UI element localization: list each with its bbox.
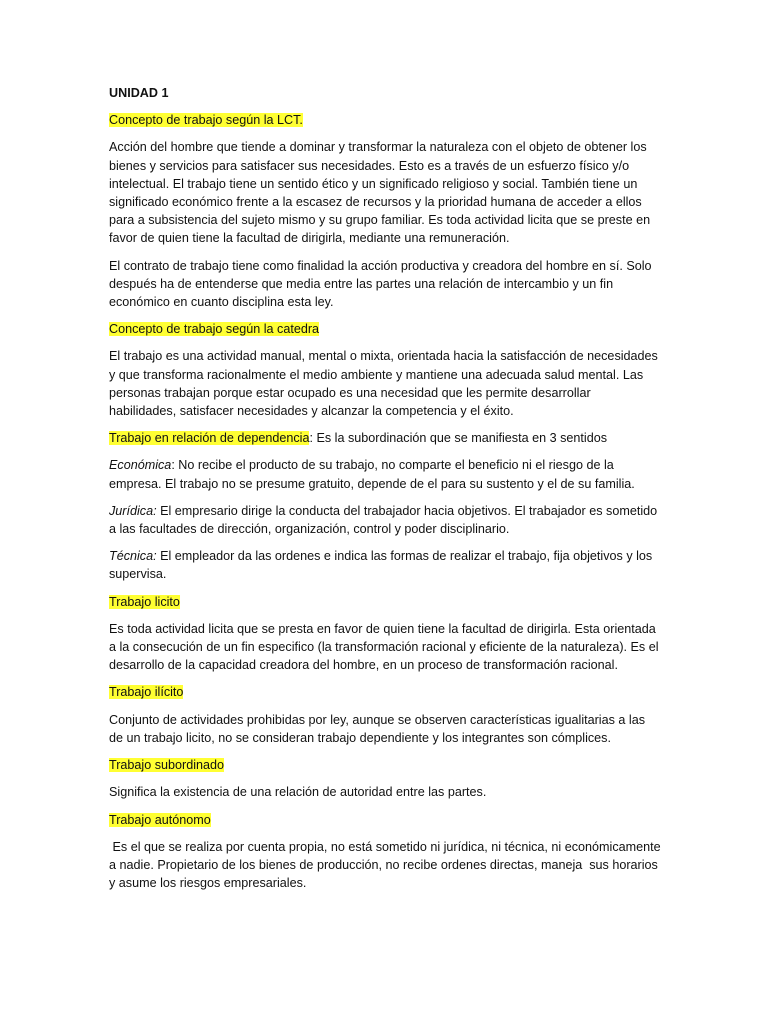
paragraph-lct-2: El contrato de trabajo tiene como finalidad la acción productiva y creadora del hombre en sí. Solo después ha de entenderse que media entre las partes una relación de intercambio y un fin económico en cuanto disciplina esta ley. — [109, 258, 652, 310]
tecnica-label: Técnica: — [109, 549, 157, 564]
paragraph-autonomo-1: Es el que se realiza por cuenta propia, no está sometido ni jurídica, ni técnica, ni económicamente a nadie. Propietario de los bienes de producción, no recibe ordenes directas, maneja sus horarios y asume los riesgos empresariales. — [109, 839, 665, 891]
heading-trabajo-licito — [109, 593, 661, 611]
heading-concepto-catedra-text: Concepto de trabajo según la catedra — [109, 322, 320, 337]
paragraph-catedra-1: El trabajo es una actividad manual, mental o mixta, orientada hacia la satisfacción de necesidades y que transforma racionalmente el medio ambiente y mantiene una adecuada salud mental. Las personas trabajan porque estar ocupado es una necesidad que les permite desarrollar habilidades, satisfacer necesidades y alcanzar la competencia y el éxito. — [109, 349, 658, 419]
heading-trabajo-ilicito-text: Trabajo ilícito — [109, 685, 184, 700]
paragraph-dependencia — [109, 429, 661, 447]
paragraph-lct-1: Acción del hombre que tiende a dominar y transformar la naturaleza con el objeto de obtener los bienes y servicios para satisfacer sus necesidades. Esto es a través de un esfuerzo físico y/o intelectual. El trabajo tiene un sentido ético y un significado religioso y social. También tiene un significado económico frente a la escasez de recursos y la prioridad humana de acceder a ellos para a subsistencia del sujeto mismo y su grupo familiar. Es toda actividad licita que se preste en favor de quien tiene la facultad de dirigirla, mediante una remuneración. — [109, 140, 651, 246]
paragraph-economica — [109, 456, 661, 492]
paragraph-licito-1: Es toda actividad licita que se presta en favor de quien tiene la facultad de dirigirla. Esta orientada a la consecución de un fin especifico (la transformación racional y eficiente de la naturaleza). Es el desarrollo de la capacidad creadora del hombre, en un proceso de transformación racional. — [109, 621, 659, 673]
heading-trabajo-subordinado — [109, 756, 661, 774]
heading-trabajo-autonomo-text: Trabajo autónomo — [109, 812, 211, 827]
juridica-text: El empresario dirige la conducta del trabajador hacia objetivos. El trabajador es sometido a las facultades de dirección, organización, control y poder disciplinario. — [109, 503, 658, 537]
heading-dependencia-text: Trabajo en relación de dependencia — [109, 431, 310, 446]
dependencia-text: : Es la subordinación que se manifiesta en 3 sentidos — [309, 431, 608, 446]
heading-trabajo-ilicito — [109, 683, 661, 701]
paragraph-ilicito-1: Conjunto de actividades prohibidas por ley, aunque se observen características igualitarias a las de un trabajo licito, no se consideran trabajo dependiente y los integrantes son cómplices. — [109, 712, 646, 745]
tecnica-text: El empleador da las ordenes e indica las formas de realizar el trabajo, fija objetivos y los supervisa. — [109, 549, 653, 582]
heading-concepto-catedra — [109, 320, 661, 338]
paragraph-tecnica — [109, 547, 661, 583]
economica-text: : No recibe el producto de su trabajo, no comparte el beneficio ni el riesgo de la empresa. El trabajo no se presume gratuito, depende de el para su sustento y el de su familia. — [109, 458, 635, 491]
unit-title: UNIDAD 1 — [109, 86, 169, 100]
paragraph-juridica — [109, 502, 661, 538]
heading-trabajo-autonomo — [109, 811, 661, 829]
paragraph-subordinado-1: Significa la existencia de una relación de autoridad entre las partes. — [109, 785, 487, 800]
heading-concepto-lct-text: Concepto de trabajo según la LCT. — [109, 113, 303, 128]
document-page — [109, 84, 665, 901]
heading-trabajo-licito-text: Trabajo licito — [109, 594, 180, 609]
juridica-label: Jurídica: — [109, 503, 157, 518]
heading-concepto-lct — [109, 111, 661, 129]
economica-label: Económica — [109, 458, 172, 473]
heading-trabajo-subordinado-text: Trabajo subordinado — [109, 758, 225, 773]
